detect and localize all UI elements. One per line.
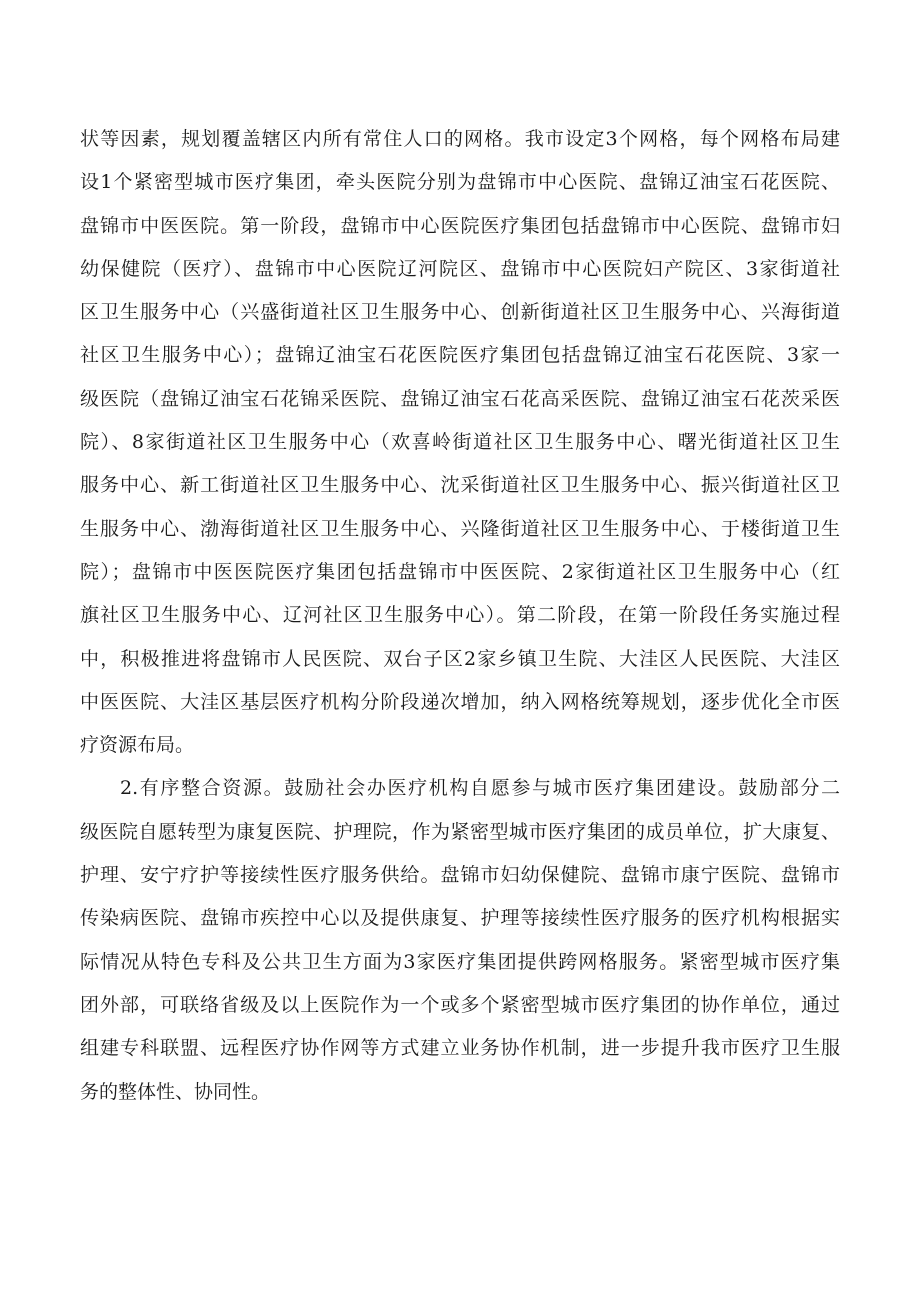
paragraph-line: 状等因素，规划覆盖辖区内所有常住人口的网格。我市设定3个网格，每个网格布局建 xyxy=(80,128,840,150)
paragraph-line: 疗资源布局。 xyxy=(80,734,195,757)
paragraph-line: 中，积极推进将盘锦市人民医院、双台子区2家乡镇卫生院、大洼区人民医院、大洼区 xyxy=(80,647,840,670)
paragraph-resource-integration xyxy=(80,767,840,1113)
paragraph-line: 中医医院、大洼区基层医疗机构分阶段递次增加，纳入网格统筹规划，逐步优化全市医 xyxy=(80,690,840,713)
paragraph-line: 院）；盘锦市中医医院医疗集团包括盘锦市中医医院、2家街道社区卫生服务中心（红 xyxy=(80,560,840,583)
paragraph-line: 团外部，可联络省级及以上医院作为一个或多个紧密型城市医疗集团的协作单位，通过 xyxy=(80,993,840,1016)
paragraph-line: 设1个紧密型城市医疗集团，牵头医院分别为盘锦市中心医院、盘锦辽油宝石花医院、 xyxy=(80,171,840,194)
paragraph-line: 2.有序整合资源。鼓励社会办医疗机构自愿参与城市医疗集团建设。鼓励部分二 xyxy=(120,777,840,800)
paragraph-line: 务的整体性、协同性。 xyxy=(80,1080,271,1103)
paragraph-line: 级医院（盘锦辽油宝石花锦采医院、盘锦辽油宝石花高采医院、盘锦辽油宝石花茨采医 xyxy=(80,387,840,410)
paragraph-line: 级医院自愿转型为康复医院、护理院，作为紧密型城市医疗集团的成员单位，扩大康复、 xyxy=(80,820,840,843)
paragraph-line: 传染病医院、盘锦市疾控中心以及提供康复、护理等接续性医疗服务的医疗机构根据实 xyxy=(80,907,840,930)
paragraph-line: 际情况从特色专科及公共卫生方面为3家医疗集团提供跨网格服务。紧密型城市医疗集 xyxy=(80,950,840,973)
document-body xyxy=(80,118,840,1114)
paragraph-line: 服务中心、新工街道社区卫生服务中心、沈采街道社区卫生服务中心、振兴街道社区卫 xyxy=(80,474,840,497)
paragraph-line: 院）、8家街道社区卫生服务中心（欢喜岭街道社区卫生服务中心、曙光街道社区卫生 xyxy=(80,431,840,454)
paragraph-line: 护理、安宁疗护等接续性医疗服务供给。盘锦市妇幼保健院、盘锦市康宁医院、盘锦市 xyxy=(80,864,840,887)
paragraph-line: 旗社区卫生服务中心、辽河社区卫生服务中心）。第二阶段，在第一阶段任务实施过程 xyxy=(80,604,840,627)
paragraph-line: 幼保健院（医疗）、盘锦市中心医院辽河院区、盘锦市中心医院妇产院区、3家街道社 xyxy=(80,257,840,280)
paragraph-line: 区卫生服务中心（兴盛街道社区卫生服务中心、创新街道社区卫生服务中心、兴海街道 xyxy=(80,301,840,324)
paragraph-line: 生服务中心、渤海街道社区卫生服务中心、兴隆街道社区卫生服务中心、于楼街道卫生 xyxy=(80,517,840,540)
paragraph-line: 组建专科联盟、远程医疗协作网等方式建立业务协作机制，进一步提升我市医疗卫生服 xyxy=(80,1037,840,1060)
paragraph-network-planning xyxy=(80,118,840,767)
paragraph-line: 盘锦市中医医院。第一阶段，盘锦市中心医院医疗集团包括盘锦市中心医院、盘锦市妇 xyxy=(80,214,840,237)
paragraph-line: 社区卫生服务中心）；盘锦辽油宝石花医院医疗集团包括盘锦辽油宝石花医院、3家一 xyxy=(80,344,840,367)
